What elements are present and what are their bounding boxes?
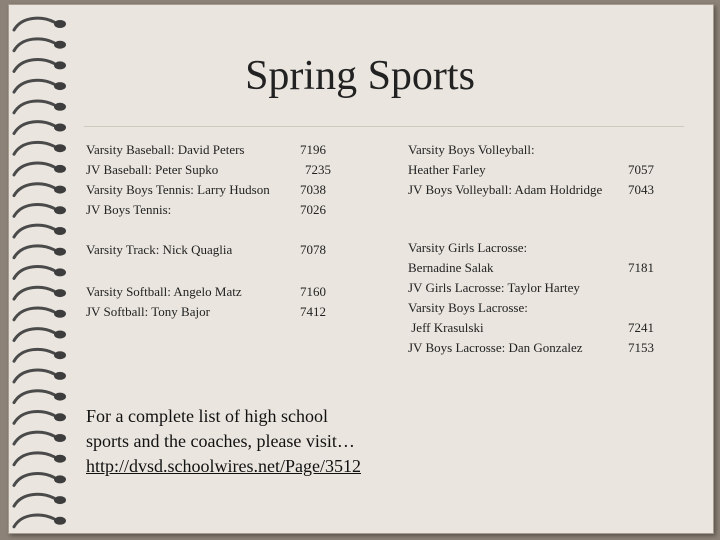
ring-icon xyxy=(14,474,54,486)
ring-hole-icon xyxy=(54,103,66,111)
ring-hole-icon xyxy=(54,124,66,132)
footer-line: For a complete list of high school xyxy=(86,406,328,426)
ring-hole-icon xyxy=(54,517,66,525)
ring-hole-icon xyxy=(54,372,66,380)
extension-number: 7026 xyxy=(300,202,326,217)
extension-number: 7078 xyxy=(300,242,326,257)
ring-hole-icon xyxy=(54,331,66,339)
ring-hole-icon xyxy=(54,434,66,442)
ring-icon xyxy=(14,349,54,361)
ring-icon xyxy=(14,246,54,258)
ring-icon xyxy=(14,184,54,196)
ring-icon xyxy=(14,142,54,154)
ring-hole-icon xyxy=(54,289,66,297)
ring-hole-icon xyxy=(54,413,66,421)
footer-note xyxy=(86,404,361,479)
ring-hole-icon xyxy=(54,206,66,214)
ring-hole-icon xyxy=(54,475,66,483)
list-item: JV Softball: Tony Bajor xyxy=(86,304,210,319)
list-item: Varsity Softball: Angelo Matz xyxy=(86,284,242,299)
list-item: Varsity Baseball: David Peters xyxy=(86,142,245,157)
ring-icon xyxy=(14,225,54,237)
list-item: JV Girls Lacrosse: Taylor Hartey xyxy=(408,280,580,295)
list-item: JV Boys Lacrosse: Dan Gonzalez xyxy=(408,340,583,355)
ring-hole-icon xyxy=(54,144,66,152)
ring-icon xyxy=(14,370,54,382)
list-item: Varsity Boys Lacrosse: xyxy=(408,300,528,315)
page-title: Spring Sports xyxy=(245,53,475,99)
ring-hole-icon xyxy=(54,227,66,235)
extension-number: 7160 xyxy=(300,284,326,299)
ring-hole-icon xyxy=(54,393,66,401)
ring-icon xyxy=(14,494,54,506)
ring-hole-icon xyxy=(54,496,66,504)
list-item: Jeff Krasulski xyxy=(408,320,484,335)
extension-number: 7241 xyxy=(628,320,654,335)
divider xyxy=(84,126,684,127)
ring-icon xyxy=(14,204,54,216)
ring-icon xyxy=(14,308,54,320)
list-item: Bernadine Salak xyxy=(408,260,494,275)
ring-hole-icon xyxy=(54,186,66,194)
ring-hole-icon xyxy=(54,351,66,359)
ring-hole-icon xyxy=(54,20,66,28)
ring-icon xyxy=(14,391,54,403)
ring-icon xyxy=(14,163,54,175)
ring-icon xyxy=(14,287,54,299)
ring-icon xyxy=(14,411,54,423)
page-link[interactable]: http://dvsd.schoolwires.net/Page/3512 xyxy=(86,456,361,476)
ring-icon xyxy=(14,267,54,279)
ring-hole-icon xyxy=(54,310,66,318)
ring-hole-icon xyxy=(54,455,66,463)
list-item: Varsity Track: Nick Quaglia xyxy=(86,242,233,257)
extension-number: 7153 xyxy=(628,340,654,355)
extension-number: 7043 xyxy=(628,182,654,197)
extension-number: 7057 xyxy=(628,162,654,177)
ring-icon xyxy=(14,432,54,444)
ring-hole-icon xyxy=(54,165,66,173)
list-item: Heather Farley xyxy=(408,162,486,177)
extension-number: 7196 xyxy=(300,142,326,157)
extension-number: 7038 xyxy=(300,182,326,197)
list-item: Varsity Boys Tennis: Larry Hudson xyxy=(86,182,270,197)
ring-hole-icon xyxy=(54,268,66,276)
ring-icon xyxy=(14,453,54,465)
extension-number: 7235 xyxy=(305,162,331,177)
ring-icon xyxy=(14,329,54,341)
ring-icon xyxy=(14,39,54,51)
list-item: Varsity Boys Volleyball: xyxy=(408,142,535,157)
ring-icon xyxy=(14,18,54,30)
ring-icon xyxy=(14,515,54,527)
ring-hole-icon xyxy=(54,248,66,256)
ring-icon xyxy=(14,122,54,134)
extension-number: 7412 xyxy=(300,304,326,319)
ring-hole-icon xyxy=(54,41,66,49)
list-item: JV Boys Tennis: xyxy=(86,202,172,217)
list-item: JV Baseball: Peter Supko xyxy=(86,162,219,177)
ring-icon xyxy=(14,101,54,113)
extension-number: 7181 xyxy=(628,260,654,275)
list-item: Varsity Girls Lacrosse: xyxy=(408,240,528,255)
footer-line: sports and the coaches, please visit… xyxy=(86,431,355,451)
list-item: JV Boys Volleyball: Adam Holdridge xyxy=(408,182,603,197)
